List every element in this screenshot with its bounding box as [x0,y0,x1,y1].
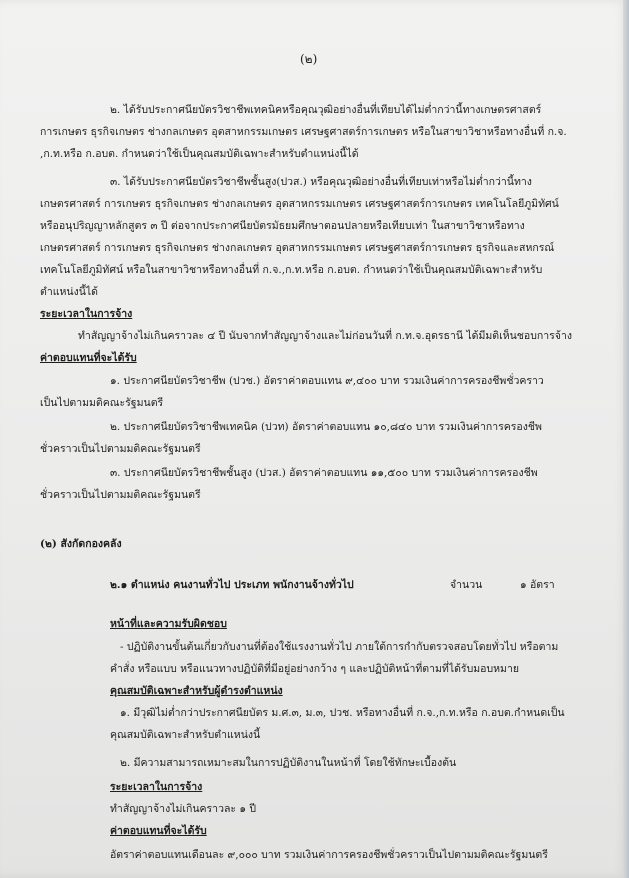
para2-line1: ๒. ได้รับประกาศนียบัตรวิชาชีพเทคนิคหรือคุณวุฒิอย่างอื่นที่เทียบได้ไม่ต่ำกว่านี้ทางเกษตรศาสตร์ [110,104,542,116]
qual-line1: ๑. มีวุฒิไม่ต่ำกว่าประกาศนียบัตร ม.ศ.๓, ม.๓, ปวช. หรือทางอื่นที่ ก.จ.,ก.ท.หรือ ก.อบต.กำหนดเป็น [120,707,565,719]
pay-line5: ๓. ประกาศนียบัตรวิชาชีพชั้นสูง (ปวส.) อัตราค่าตอบแทน ๑๑,๕๐๐ บาท รวมเงินค่าการครองชีพ [110,467,538,479]
pay-line4: ชั่วคราวเป็นไปตามมติคณะรัฐมนตรี [40,443,201,455]
para3-line4: เกษตรศาสตร์ การเกษตร ธุรกิจเกษตร ช่างกลเกษตร อุตสาหกรรมเกษตร เศรษฐศาสตร์การเกษตร ธุรกิจและสหกรณ์ [40,242,555,254]
section2-period-text: ทำสัญญาจ้างไม่เกินคราวละ ๑ ปี [110,803,257,815]
section2-pay-heading: ค่าตอบแทนที่จะได้รับ [110,825,207,837]
pay-line2: เป็นไปตามมติคณะรัฐมนตรี [40,397,164,409]
section2-pay-text: อัตราค่าตอบแทนเดือนละ ๙,๐๐๐ บาท รวมเงินค่าการครองชีพชั่วคราวเป็นไปตามมติคณะรัฐมนตรี [110,849,548,861]
section2-count-value: ๑ อัตรา [520,579,555,591]
period-text: ทำสัญญาจ้างไม่เกินคราวละ ๔ ปี นับจากทำสัญญาจ้างและไม่ก่อนวันที่ ก.ท.จ.อุดรธานี ได้มีมติเห็นชอบการจ้าง [78,330,572,342]
para3-line1: ๓. ได้รับประกาศนียบัตรวิชาชีพชั้นสูง(ปวส.) หรือคุณวุฒิอย่างอื่นที่เทียบเท่าหรือไม่ต่ำกว่านี้ทาง [110,176,532,188]
section2-position: ๒.๑ ตำแหน่ง คนงานทั่วไป ประเภท พนักงานจ้างทั่วไป [110,579,354,591]
pay-line1: ๑. ประกาศนียบัตรวิชาชีพ (ปวช.) อัตราค่าตอบแทน ๙,๔๐๐ บาท รวมเงินค่าการครองชีพชั่วคราว [110,375,544,387]
duty-heading: หน้าที่และความรับผิดชอบ [110,618,227,630]
duty-line1: - ปฏิบัติงานขั้นต้นเกี่ยวกับงานที่ต้องใช้แรงงานทั่วไป ภายใต้การกำกับตรวจสอบโดยทั่วไป หรือตาม [120,641,559,653]
para3-line6: ตำแหน่งนี้ได้ [40,286,98,298]
section2-count-label: จำนวน [450,579,483,591]
para3-line2: เกษตรศาสตร์ การเกษตร ธุรกิจเกษตร ช่างกลเกษตร อุตสาหกรรมเกษตร เศรษฐศาสตร์การเกษตร เทคโนโลยีภูมิทัศน์ [40,198,559,210]
para2-line3: ,ก.ท.หรือ ก.อบต. กำหนดว่าใช้เป็นคุณสมบัติเฉพาะสำหรับตำแหน่งนี้ได้ [40,148,359,160]
para3-line5: เทคโนโลยีภูมิทัศน์ หรือในสาขาวิชาหรือทางอื่นที่ ก.จ.,ก.ท.หรือ ก.อบต. กำหนดว่าใช้เป็นคุณสมบัติเฉพาะสำหรับ [40,264,543,276]
qual-line2: คุณสมบัติเฉพาะสำหรับตำแหน่งนี้ [110,729,261,741]
section2-period-heading: ระยะเวลาในการจ้าง [110,781,203,793]
para2-line2: การเกษตร ธุรกิจเกษตร ช่างกลเกษตร อุตสาหกรรมเกษตร เศรษฐศาสตร์การเกษตร หรือในสาขาวิชาหรือทางอื่นที่ ก.จ. [40,126,567,138]
pay-line6: ชั่วคราวเป็นไปตามมติคณะรัฐมนตรี [40,489,201,501]
pay-line3: ๒. ประกาศนียบัตรวิชาชีพเทคนิค (ปวท) อัตราค่าตอบแทน ๑๐,๘๔๐ บาท รวมเงินค่าการครองชีพ [110,421,542,433]
duty-line2: คำสั่ง หรือแบบ หรือแนวทางปฏิบัติที่มีอยู่อย่างกว้าง ๆ และปฏิบัติหน้าที่ตามที่ได้รับมอบหมาย [110,663,520,675]
para3-line3: หรืออนุปริญญาหลักสูตร ๓ ปี ต่อจากประกาศนียบัตรมัธยมศึกษาตอนปลายหรือเทียบเท่า ในสาขาวิชาหรือทาง [40,220,525,232]
page-number: (๒) [300,52,318,66]
pay-heading: ค่าตอบแทนที่จะได้รับ [40,352,137,364]
section2-title: (๒) สังกัดกองคลัง [40,538,122,550]
qual-heading: คุณสมบัติเฉพาะสำหรับผู้ดำรงตำแหน่ง [110,685,283,697]
qual-line3: ๒. มีความสามารถเหมาะสมในการปฏิบัติงานในหน้าที่ โดยใช้ทักษะเบื้องต้น [120,757,457,769]
page-edge [623,0,629,878]
period-heading: ระยะเวลาในการจ้าง [40,308,133,320]
